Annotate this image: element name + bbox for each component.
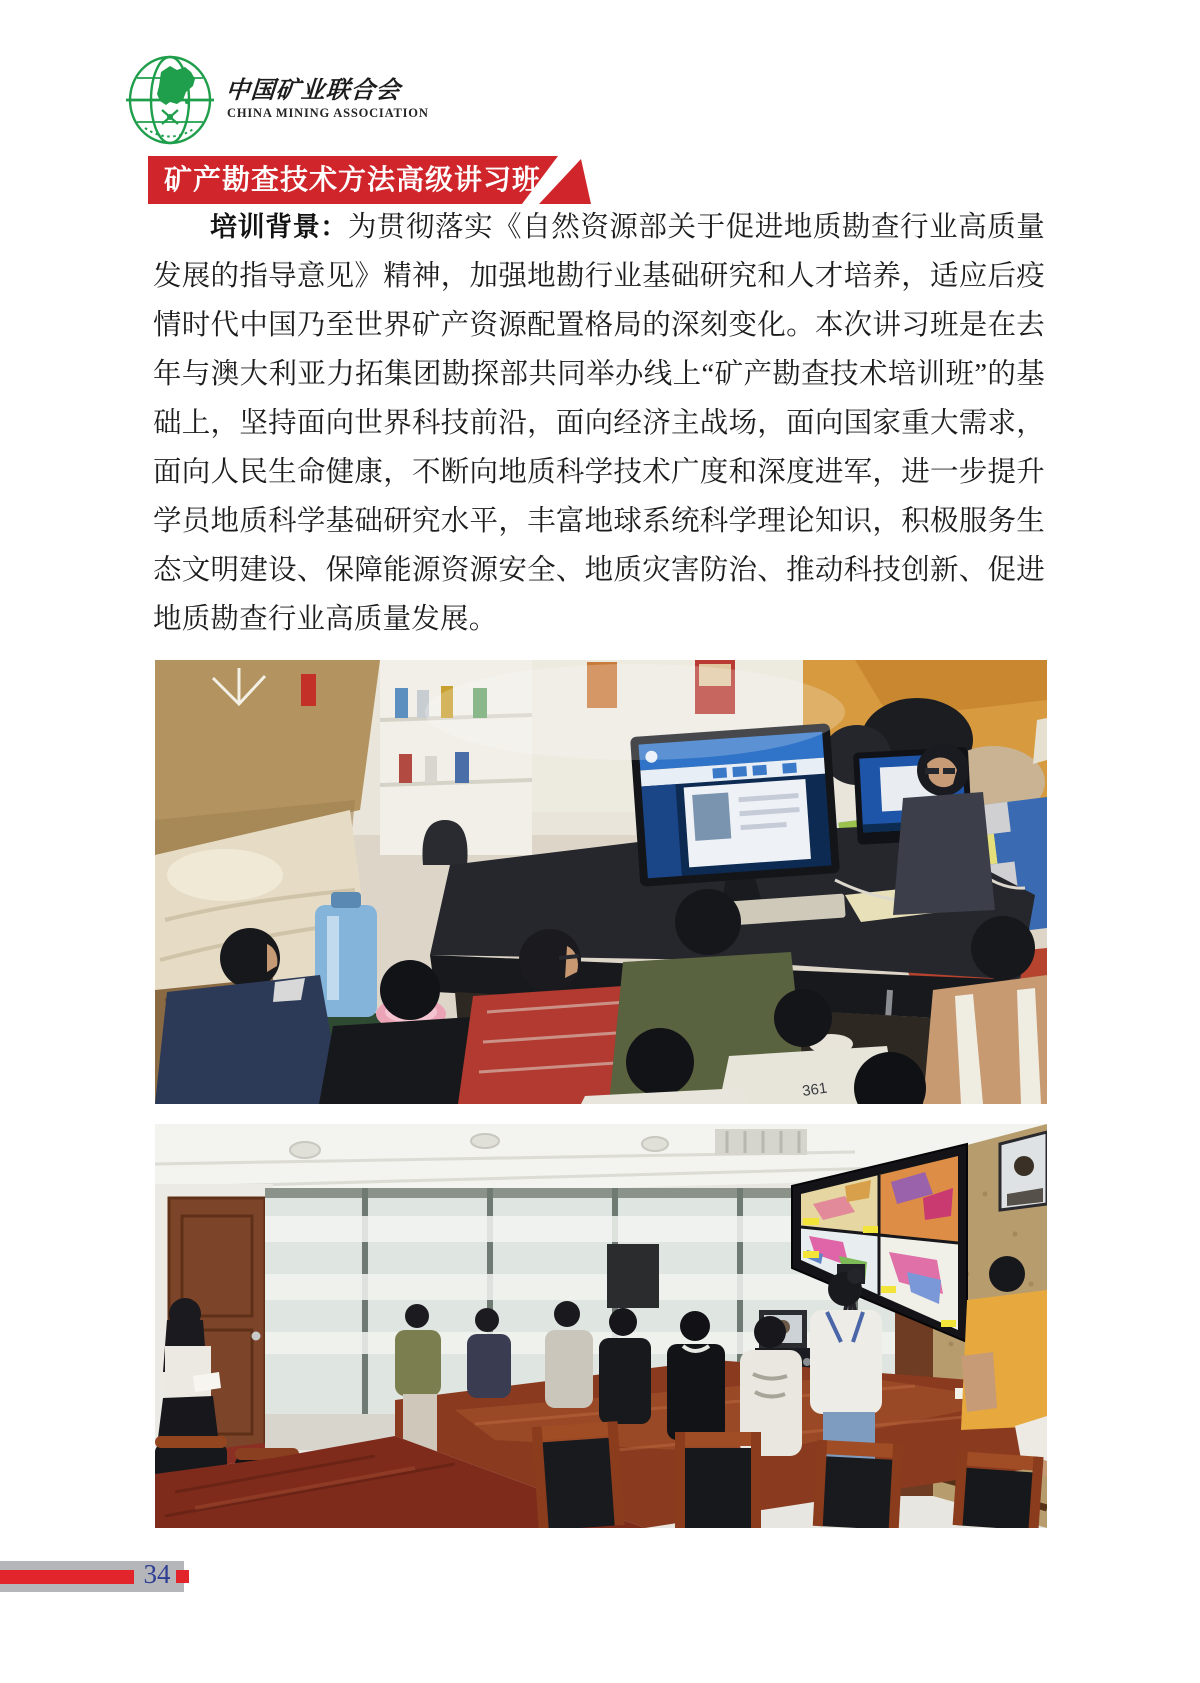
page-number: 34 [143, 1559, 171, 1589]
training-background-paragraph [153, 203, 1045, 644]
association-logo [123, 50, 553, 150]
shirt-brand-text: 361 [801, 1079, 829, 1100]
photo-conference-room [155, 1124, 1047, 1528]
ceiling-vent [715, 1129, 807, 1155]
footer-red-bar [0, 1570, 134, 1584]
photo2-scene [155, 1124, 1047, 1528]
globe-logo-icon [123, 50, 219, 150]
door-handle [252, 1332, 261, 1341]
paragraph-lead-label: 培训背景： [210, 212, 348, 242]
paragraph-body-text: 为贯彻落实《自然资源部关于促进地质勘查行业高质量发展的指导意见》精神，加强地勘行业基础研究和人才培养，适应后疫情时代中国乃至世界矿产资源配置格局的深刻变化。本次讲习班是在去年与澳大利亚力拓集团勘探部共同举办线上“矿产勘查技术培训班”的基础上，坚持面向世界科技前沿，面向经济主战场，面向国家重大需求，面向人民生命健康，不断向地质科学技术广度和深度进军，进一步提升学员地质科学基础研究水平，丰富地球系统科学理论知识，积极服务生态文明建设、保障能源资源安全、地质灾害防治、推动科技创新、促进地质勘查行业高质量发展。 [153, 212, 1045, 635]
video-call-window [1000, 1132, 1047, 1210]
footer-red-square [176, 1570, 189, 1583]
wall-tv [607, 1244, 659, 1308]
org-name-cn: 中国矿业联合会 [224, 78, 402, 104]
training-background-article [153, 203, 1045, 644]
section-title: 矿产勘查技术方法高级讲习班 [164, 164, 542, 195]
org-name-en: CHINA MINING ASSOCIATION [227, 106, 429, 120]
photo-online-training-room [155, 660, 1047, 1104]
section-title-banner [148, 156, 598, 204]
photo1-scene [155, 660, 1047, 1104]
